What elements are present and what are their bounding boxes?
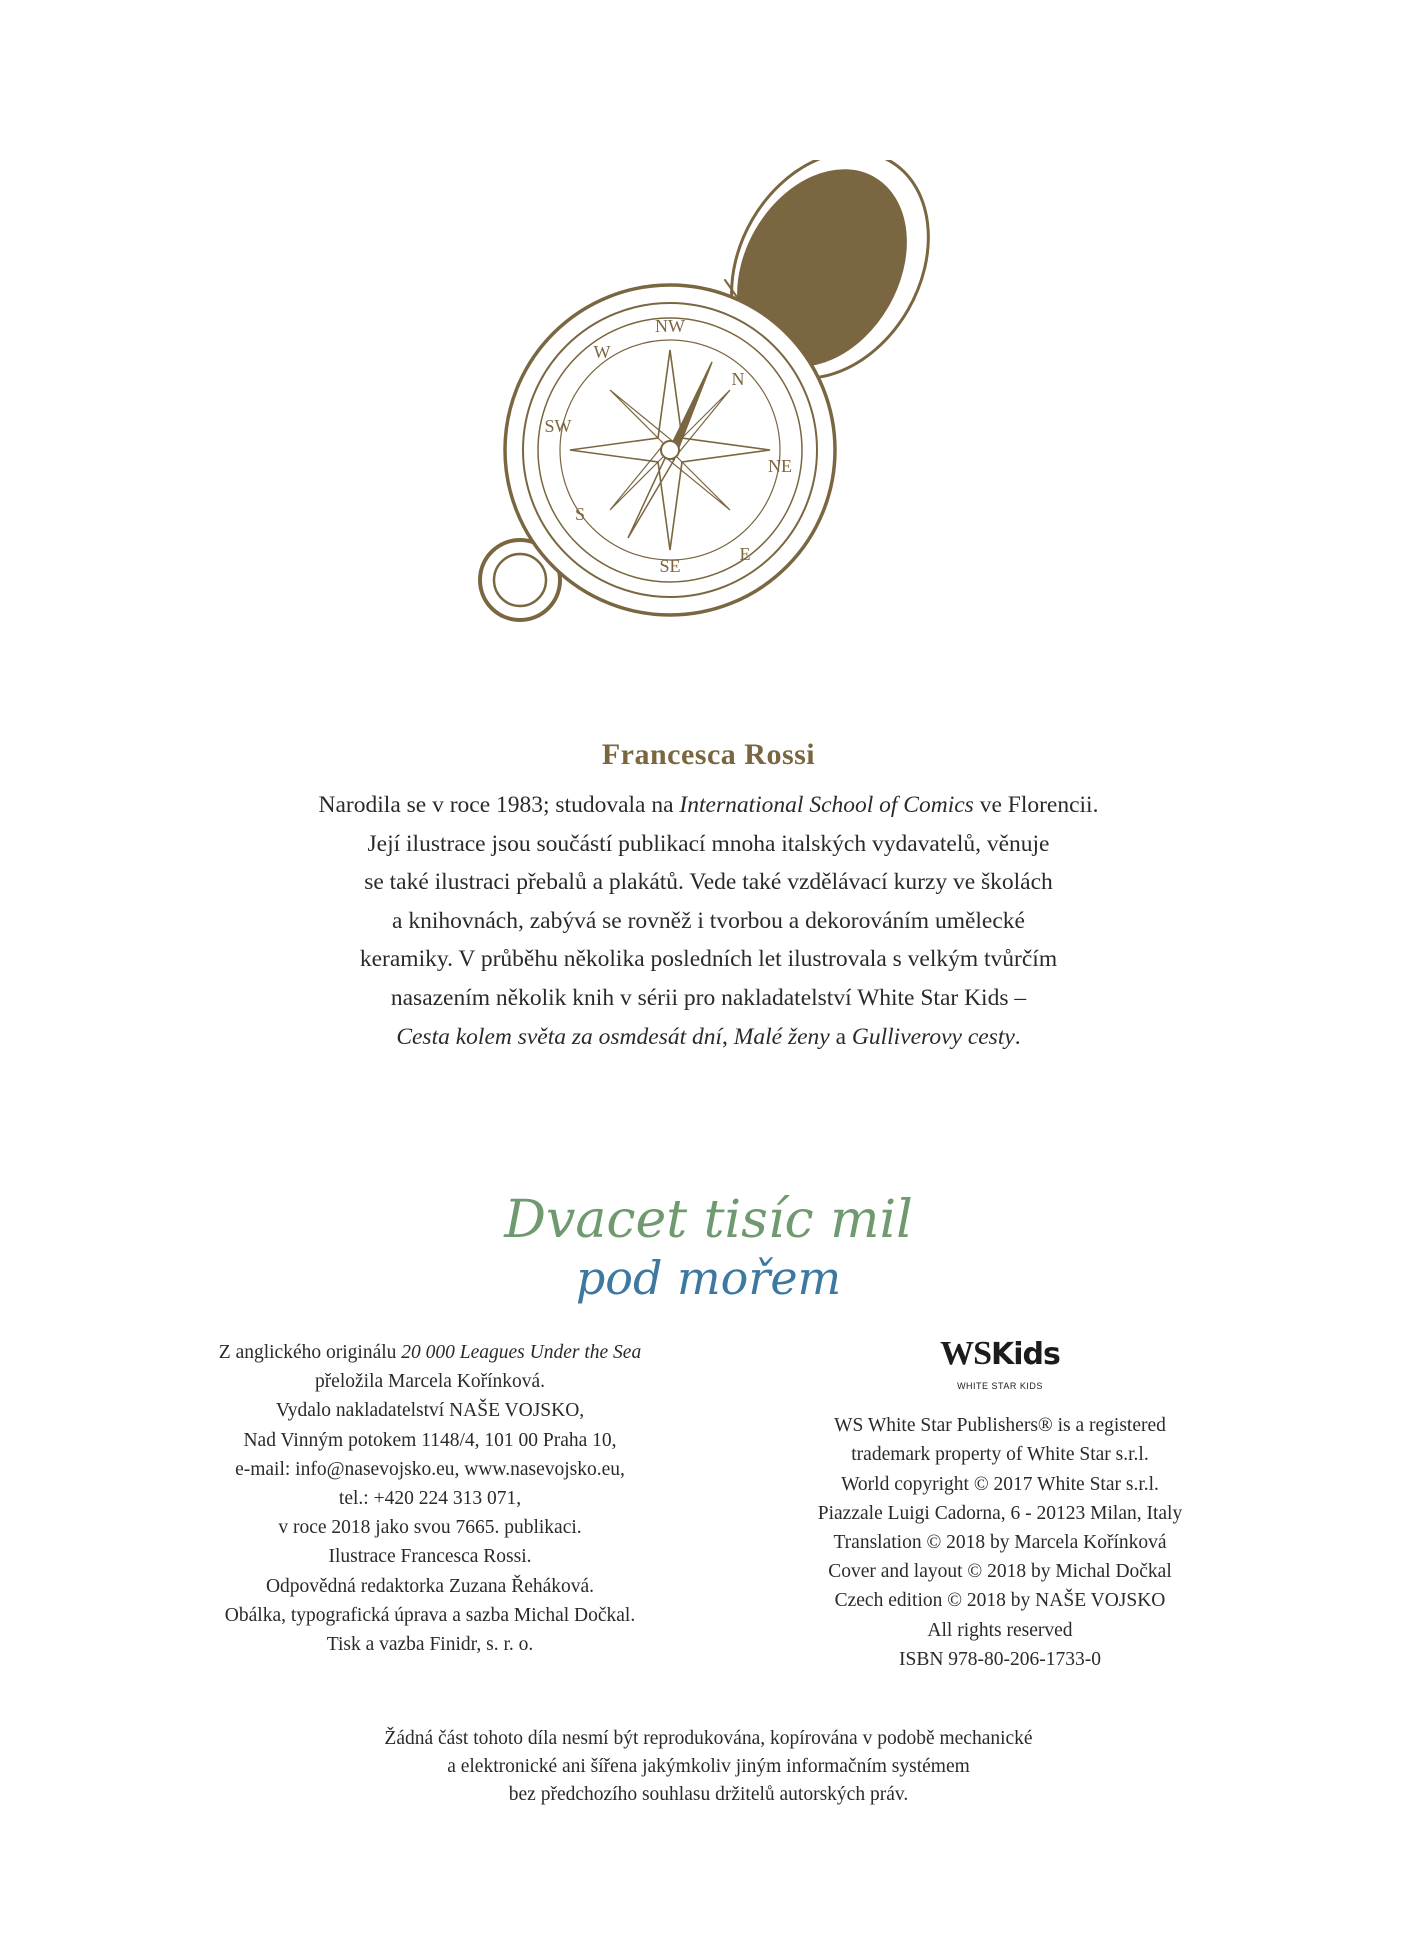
bio-line: keramiky. V průběhu několika posledních let ilustrovala s velkým tvůrčím — [359, 946, 1058, 973]
copyright-line: WS White Star Publishers® is a registered — [834, 1415, 1166, 1437]
imprint-line: tel.: +420 224 313 071, — [338, 1488, 522, 1510]
imprint-copyright — [750, 1335, 1250, 1674]
compass-dir-ne: NE — [768, 456, 792, 476]
imprint-line: Vydalo nakladatelství NAŠE VOJSKO, — [275, 1400, 585, 1422]
bio-line: Cesta kolem světa za osmdesát dní, Malé ženy a Gulliverovy cesty. — [396, 1023, 1021, 1050]
author-bio — [0, 786, 1417, 1056]
imprint-line: e-mail: info@nasevojsko.eu, www.nasevojsko.eu, — [235, 1458, 625, 1480]
copyright-line: Cover and layout © 2018 by Michal Dočkal — [828, 1561, 1172, 1583]
compass-dir-w: W — [593, 342, 611, 362]
rights-notice — [0, 1725, 1417, 1809]
bio-line: Narodila se v roce 1983; studovala na International School of Comics ve Florencii. — [318, 792, 1099, 818]
imprint-line: přeložila Marcela Kořínková. — [314, 1371, 546, 1393]
compass-dir-e: E — [739, 544, 751, 564]
imprint-line: Odpovědná redaktorka Zuzana Řeháková. — [265, 1575, 595, 1597]
imprint-line: Tisk a vazba Finidr, s. r. o. — [326, 1634, 534, 1656]
imprint-line: v roce 2018 jako svou 7665. publikaci. — [278, 1517, 582, 1539]
logo-subtitle: WHITE STAR KIDS — [957, 1381, 1043, 1391]
compass-dir-s: S — [574, 504, 586, 524]
isbn: ISBN 978-80-206-1733-0 — [898, 1648, 1102, 1670]
compass-dir-se: SE — [659, 556, 681, 576]
notice-line: bez předchozího souhlasu držitelů autorských práv. — [508, 1784, 909, 1805]
imprint-line: Z anglického originálu 20 000 Leagues Under the Sea — [218, 1342, 642, 1363]
author-section — [0, 738, 1417, 1056]
compass-dir-nw: NW — [655, 316, 685, 336]
copyright-line: All rights reserved — [927, 1619, 1073, 1641]
bio-line: nasazením několik knih v sérii pro nakladatelství White Star Kids – — [390, 984, 1027, 1011]
imprint-line: Nad Vinným potokem 1148/4, 101 00 Praha 10, — [243, 1429, 617, 1451]
notice-line: a elektronické ani šířena jakýmkoliv jiným informačním systémem — [447, 1756, 970, 1777]
white-star-kids-logo — [940, 1335, 1060, 1401]
copyright-line: Piazzale Luigi Cadorna, 6 - 20123 Milan, Italy — [817, 1502, 1183, 1524]
bio-line: Její ilustrace jsou součástí publikací mnoha italských vydavatelů, věnuje — [367, 830, 1050, 857]
compass-dir-n: N — [731, 369, 745, 389]
logo-ws: WS — [940, 1335, 992, 1372]
compass-dir-sw: SW — [544, 416, 572, 436]
copyright-line: World copyright © 2017 White Star s.r.l. — [841, 1473, 1159, 1495]
imprint-line: Obálka, typografická úprava a sazba Michal Dočkal. — [224, 1604, 636, 1626]
book-title-line-2: pod mořem — [575, 1251, 842, 1305]
copyright-line: Czech edition © 2018 by NAŠE VOJSKO — [834, 1590, 1166, 1612]
compass-illustration — [460, 160, 980, 640]
copyright-line: trademark property of White Star s.r.l. — [851, 1444, 1149, 1466]
notice-line: Žádná část tohoto díla nesmí být reprodukována, kopírována v podobě mechanické — [384, 1728, 1033, 1749]
bio-line: se také ilustraci přebalů a plakátů. Vede také vzdělávací kurzy ve školách — [364, 869, 1053, 896]
book-title — [0, 1190, 1417, 1306]
bio-line: a knihovnách, zabývá se rovněž i tvorbou a dekorováním umělecké — [392, 907, 1025, 934]
imprint-line: Ilustrace Francesca Rossi. — [328, 1546, 532, 1568]
logo-kids: Kids — [991, 1337, 1060, 1372]
author-name: Francesca Rossi — [601, 738, 816, 771]
book-title-line-1: Dvacet tisíc mil — [504, 1190, 913, 1250]
imprint-czech — [150, 1338, 710, 1659]
copyright-line: Translation © 2018 by Marcela Kořínková — [833, 1532, 1167, 1554]
